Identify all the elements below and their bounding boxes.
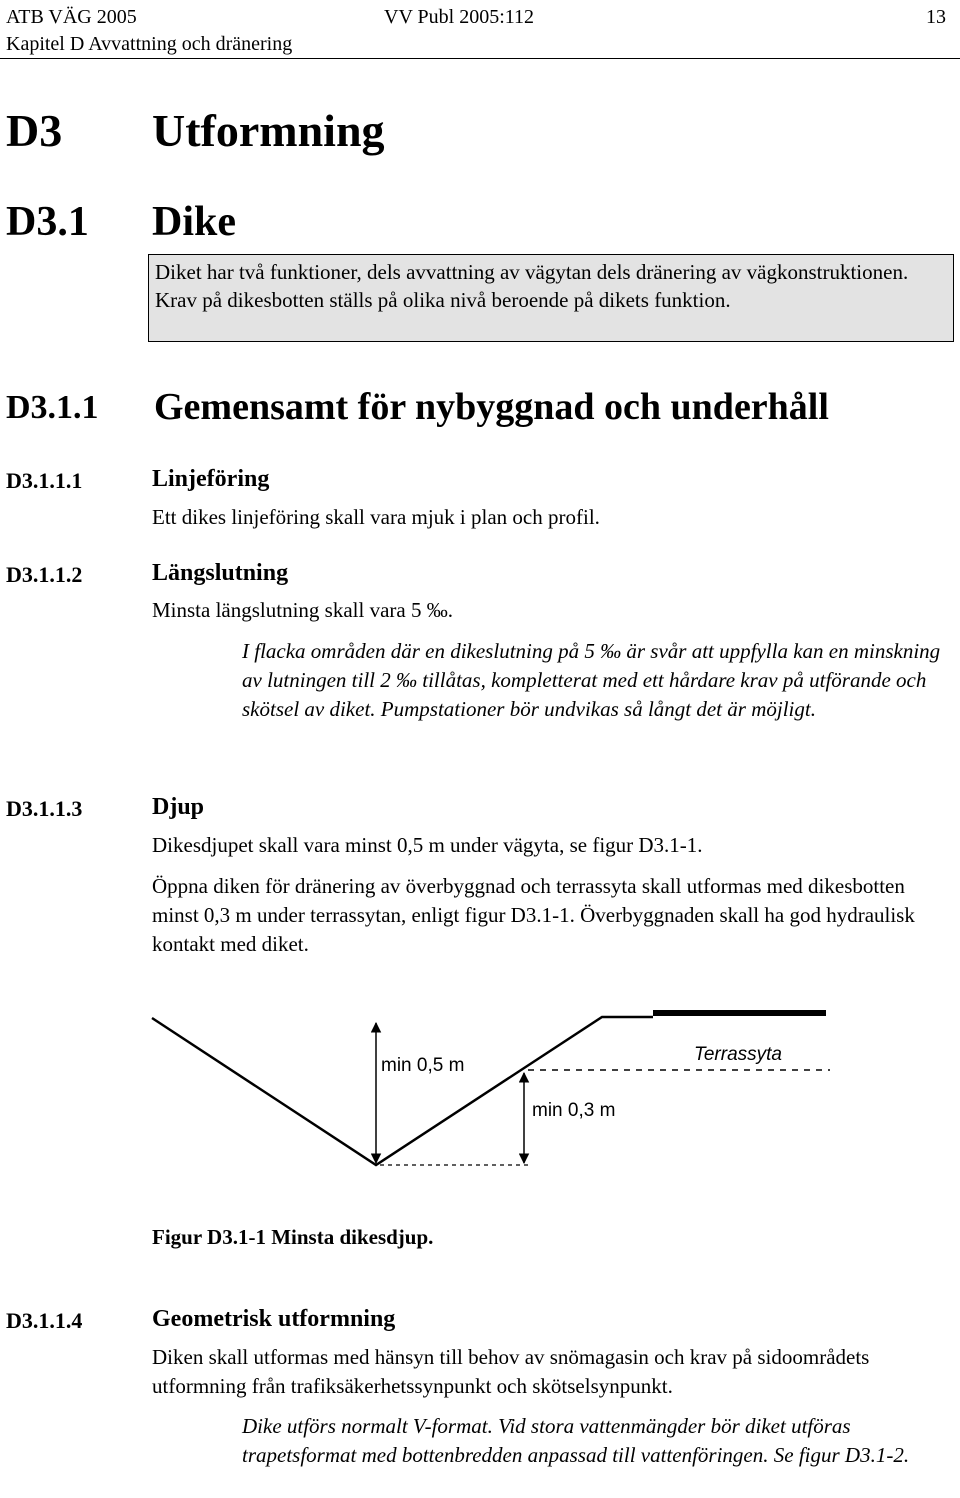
ditch-depth-figure xyxy=(0,995,960,1185)
label-min-03: min 0,3 m xyxy=(532,1100,616,1121)
section-number-d3113: D3.1.1.3 xyxy=(6,796,83,821)
section-number-d311: D3.1.1 xyxy=(6,389,99,426)
advice-text-langslutning: I flacka områden där en dikeslutning på 5 ‰ är svår att uppfylla kan en minskning av lutningen till 2 ‰ tillåtas, kompletterat med ett hårdare krav på utförande och skötsel av diket. Pumpstationer bör undvikas så långt det är möjligt. xyxy=(242,639,941,721)
header-rule xyxy=(0,58,960,59)
label-min-05: min 0,5 m xyxy=(381,1055,465,1076)
section-number-d3112: D3.1.1.2 xyxy=(6,562,83,587)
section-title-d3: Utformning xyxy=(152,105,385,156)
body-text-linjeforing: Ett dikes linjeföring skall vara mjuk i plan och profil. xyxy=(152,505,600,529)
body-text-geometrisk: Diken skall utformas med hänsyn till behov av snömagasin och krav på sidoområdets utformning från trafiksäkerhetssynpunkt och skötselsynpunkt. xyxy=(152,1345,870,1398)
section-number-d3114: D3.1.1.4 xyxy=(6,1308,83,1333)
body-text-djup-1: Dikesdjupet skall vara minst 0,5 m under vägyta, se figur D3.1-1. xyxy=(152,833,703,857)
section-title-d3113: Djup xyxy=(152,794,205,820)
advice-text-geometrisk: Dike utförs normalt V-format. Vid stora vattenmängder bör diket utföras trapetsformat med bottenbredden anpassad till vattenföringen. Se figur D3.1-2. xyxy=(242,1414,910,1467)
body-text-langslutning: Minsta längslutning skall vara 5 ‰. xyxy=(152,598,453,622)
header-doc-title: ATB VÄG 2005 xyxy=(6,6,137,28)
body-text-djup-2: Öppna diken för dränering av överbyggnad och terrassyta skall utformas med dikesbotten minst 0,3 m under terrassytan, enligt figur D3.1-1. Överbyggnaden skall ha god hydraulisk kontakt med diket. xyxy=(152,874,915,956)
figure-caption: Figur D3.1-1 Minsta dikesdjup. xyxy=(152,1225,434,1249)
section-number-d3: D3 xyxy=(6,105,63,156)
section-title-d31: Dike xyxy=(152,199,236,245)
section-number-d3111: D3.1.1.1 xyxy=(6,468,83,493)
header-chapter: Kapitel D Avvattning och dränering xyxy=(6,33,293,55)
section-number-d31: D3.1 xyxy=(6,199,89,245)
section-title-d3112: Längslutning xyxy=(152,560,289,586)
summary-box: Diket har två funktioner, dels avvattning av vägytan dels dränering av vägkonstruktionen. Krav på dikesbotten ställs på olika nivå beroende på dikets funktion. xyxy=(148,254,954,342)
ditch-profile-line xyxy=(152,1017,653,1165)
label-terrassyta: Terrassyta xyxy=(694,1044,782,1065)
header-page-number: 13 xyxy=(926,6,946,28)
section-title-d3111: Linjeföring xyxy=(152,466,270,492)
section-title-d311: Gemensamt för nybyggnad och underhåll xyxy=(154,386,829,428)
section-title-d3114: Geometrisk utformning xyxy=(152,1306,396,1332)
header-publication: VV Publ 2005:112 xyxy=(384,6,535,28)
